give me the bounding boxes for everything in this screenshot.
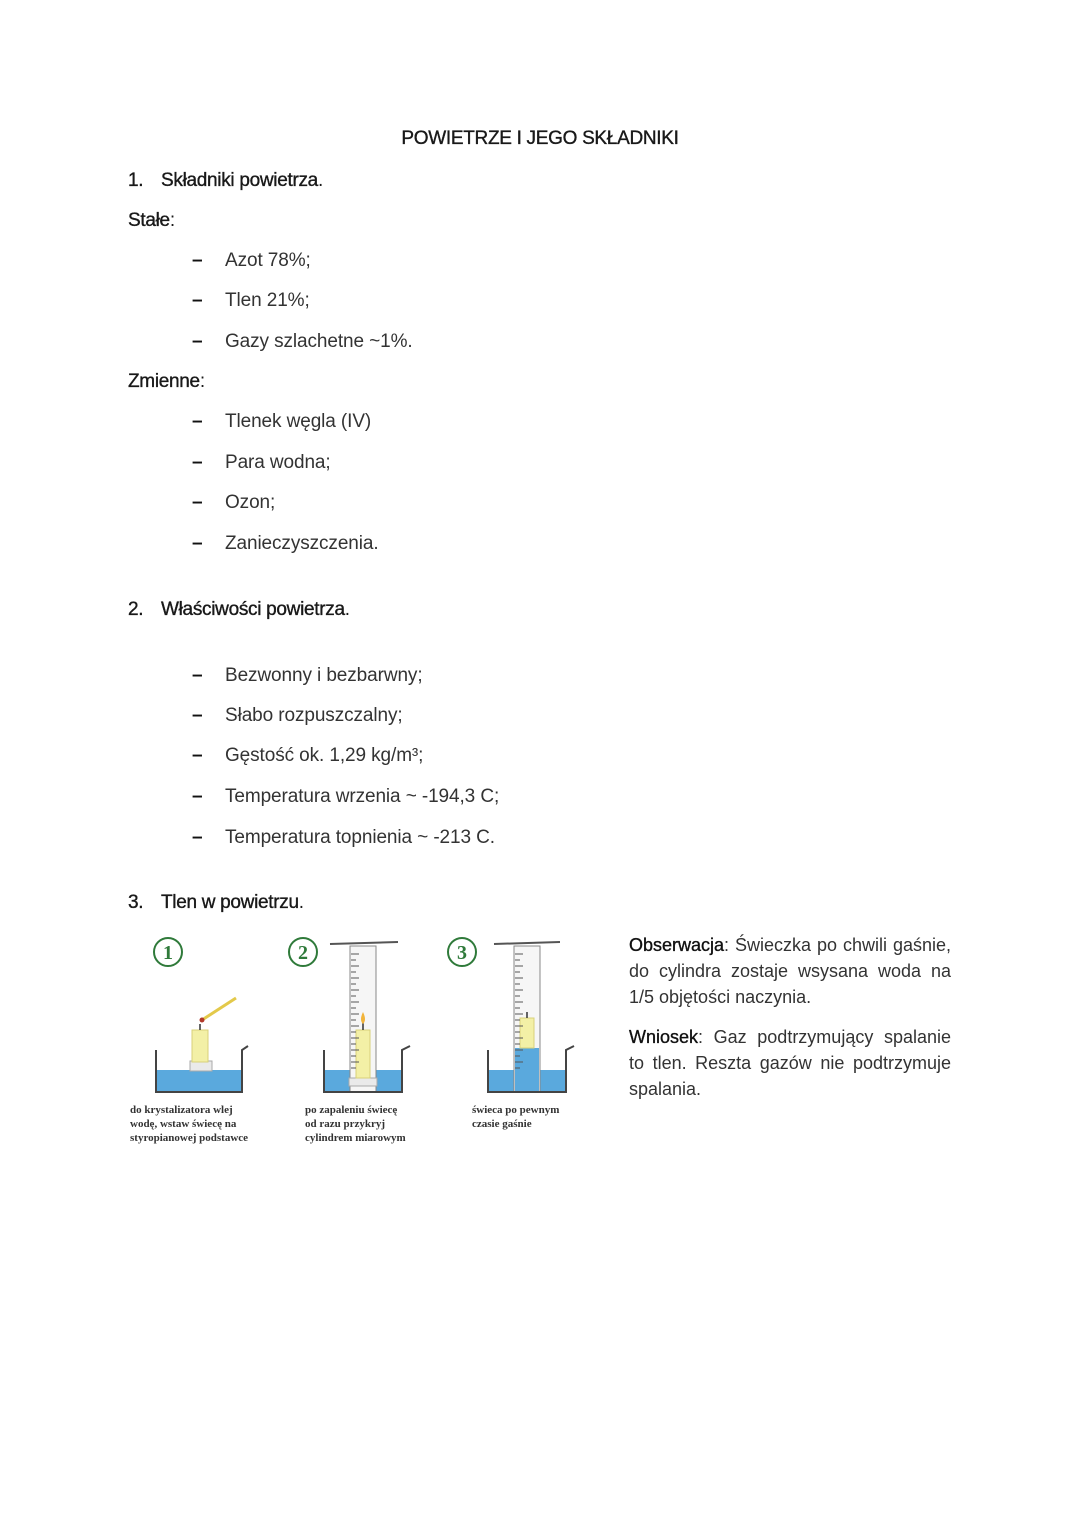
svg-text:3: 3: [457, 942, 467, 964]
experiment-illustration: [128, 928, 588, 1108]
section-title: Składniki powietrza: [161, 170, 318, 191]
observation-text: Świeczka po chwili gaśnie, do cylindra zostaje wsysana woda na 1/5 objętości naczynia.: [629, 935, 951, 1007]
list-item: – Bezwonny i bezbarwny;: [192, 665, 423, 686]
list-item: – Zanieczyszczenia.: [192, 533, 379, 554]
conclusion-text: Gaz podtrzymujący spalanie to tlen. Reszta gazów nie podtrzymuje spalania.: [629, 1027, 951, 1099]
section-number: 2.: [128, 599, 144, 620]
list-item: – Słabo rozpuszczalny;: [192, 705, 403, 726]
step-2-caption: po zapaleniu świecę od razu przykryj cylindrem miarowym: [305, 1104, 406, 1144]
section-title: Tlen w powietrzu: [161, 892, 299, 913]
list-item: – Ozon;: [192, 492, 276, 513]
list-item: – Temperatura topnienia ~ -213 C.: [192, 827, 495, 848]
stage-2-cylinder-over-candle: [324, 942, 410, 1092]
stale-label: Stałe:: [128, 210, 175, 231]
page-title: POWIETRZE I JEGO SKŁADNIKI: [401, 128, 679, 149]
list-item: – Temperatura wrzenia ~ -194,3 C;: [192, 786, 500, 807]
step-1-caption: do krystalizatora wlej wodę, wstaw świecę na styropianowej podstawce: [130, 1104, 249, 1144]
observation-label: Obserwacja: [629, 935, 725, 955]
list-item: – Gęstość ok. 1,29 kg/m³;: [192, 745, 424, 766]
step-3-caption: świeca po pewnym czasie gaśnie: [472, 1104, 560, 1130]
section-3-heading: 3. Tlen w powietrzu.: [128, 892, 304, 913]
section-1-heading: 1. Składniki powietrza.: [128, 170, 323, 191]
list-item: – Tlen 21%;: [192, 290, 310, 311]
conclusion-paragraph: Wniosek: Gaz podtrzymujący spalanie to tlen. Reszta gazów nie podtrzymuje spalania.: [629, 1027, 951, 1099]
section-2-heading: 2. Właściwości powietrza.: [128, 599, 350, 620]
list-item: – Azot 78%;: [192, 250, 311, 271]
stage-3-water-risen: [488, 942, 574, 1092]
conclusion-label: Wniosek: [629, 1027, 699, 1047]
section-title: Właściwości powietrza: [161, 599, 345, 620]
observation-paragraph: Obserwacja: Świeczka po chwili gaśnie, do cylindra zostaje wsysana woda na 1/5 objętości naczynia.: [629, 935, 951, 1007]
section-number: 1.: [128, 170, 144, 191]
stage-1-dish-with-candle: [156, 998, 248, 1092]
step-3-number: [448, 938, 476, 966]
list-item: – Para wodna;: [192, 452, 331, 473]
step-1-number: [154, 938, 182, 966]
section-number: 3.: [128, 892, 144, 913]
step-2-number: [289, 938, 317, 966]
zmienne-label: Zmienne:: [128, 371, 205, 392]
svg-text:2: 2: [298, 942, 308, 964]
list-item: – Tlenek węgla (IV): [192, 411, 372, 432]
list-item: – Gazy szlachetne ~1%.: [192, 331, 413, 352]
svg-text:1: 1: [163, 942, 173, 964]
